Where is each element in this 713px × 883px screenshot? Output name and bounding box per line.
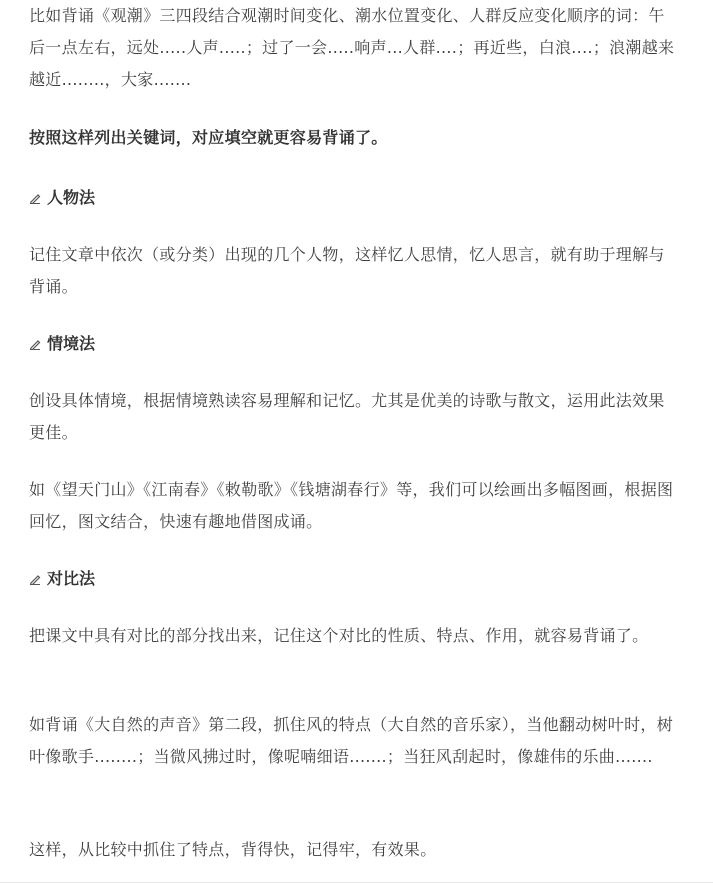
section-heading-contrast-method [29,567,95,591]
section-heading-character-method [29,186,95,210]
paragraph-nature-sound-example: 如背诵《大自然的声音》第二段，抓住风的特点（大自然的音乐家），当他翻动树叶时，树叶像歌手........；当微风拂过时，像呢喃细语.......；当狂风刮起时，像雄伟的乐曲....... [29,715,674,766]
paragraph-keyword-tip: 按照这样列出关键词，对应填空就更容易背诵了。 [29,128,388,147]
pencil-writing-icon [29,192,41,204]
section-heading-situation-method [29,332,95,356]
pencil-writing-icon [29,573,41,585]
heading-label: 人物法 [47,188,96,207]
paragraph-poem-examples: 如《望天门山》《江南春》《敕勒歌》《钱塘湖春行》等，我们可以绘画出多幅图画，根据图回忆，图文结合，快速有趣地借图成诵。 [29,480,674,531]
paragraph-conclusion: 这样，从比较中抓住了特点，背得快，记得牢，有效果。 [29,840,437,859]
paragraph-guanchao-example: 比如背诵《观潮》三四段结合观潮时间变化、潮水位置变化、人群反应变化顺序的词：午后一点左右，远处.....人声.....；过了一会.....响声...人群....；再近些，白浪....；浪潮越来越近........，大家....... [29,6,675,89]
paragraph-contrast-method: 把课文中具有对比的部分找出来，记住这个对比的性质、特点、作用，就容易背诵了。 [29,626,649,645]
paragraph-character-method: 记住文章中依次（或分类）出现的几个人物，这样忆人思情，忆人思言，就有助于理解与背诵。 [29,245,665,296]
heading-label: 情境法 [47,334,96,353]
heading-label: 对比法 [47,569,96,588]
paragraph-situation-method: 创设具体情境，根据情境熟读容易理解和记忆。尤其是优美的诗歌与散文，运用此法效果更佳。 [29,391,665,442]
pencil-writing-icon [29,338,41,350]
